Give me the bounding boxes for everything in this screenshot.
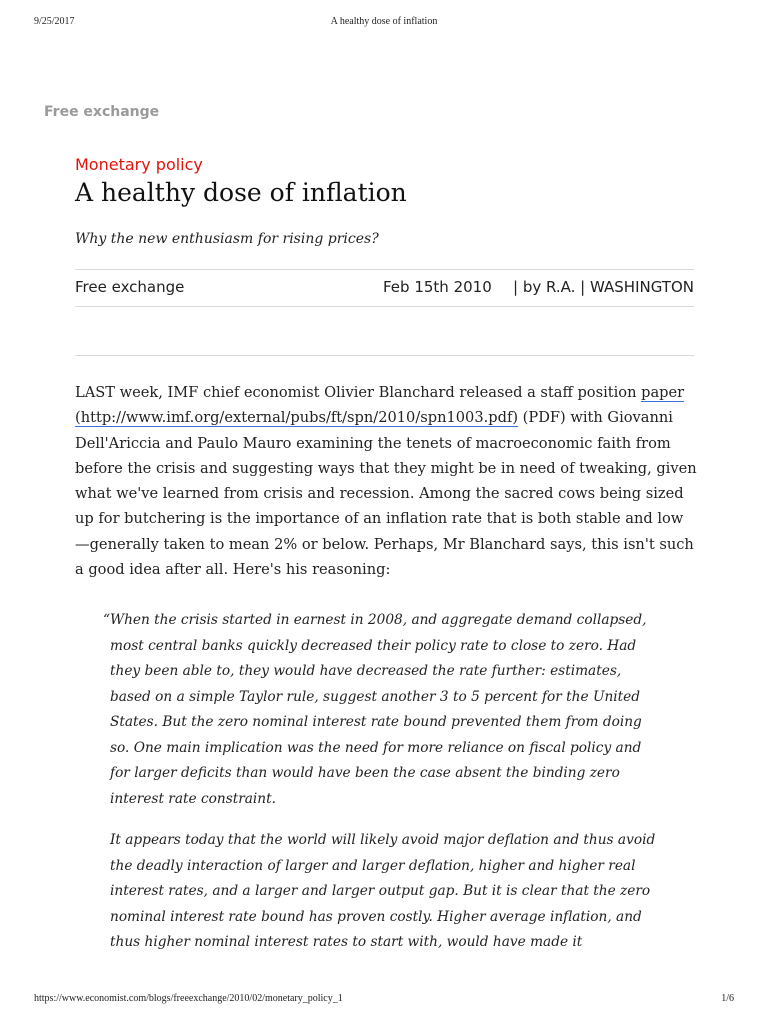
rubric: Why the new enthusiasm for rising prices? bbox=[75, 231, 379, 247]
byline: | by R.A. | WASHINGTON bbox=[513, 278, 694, 296]
paragraph-text: LAST week, IMF chief economist Olivier Blanchard released a staff position bbox=[75, 384, 642, 401]
headline: A healthy dose of inflation bbox=[75, 178, 407, 207]
print-title: A healthy dose of inflation bbox=[330, 16, 438, 27]
open-quote-mark: “ bbox=[103, 612, 110, 628]
publish-date: Feb 15th 2010 bbox=[383, 278, 492, 296]
print-url: https://www.economist.com/blogs/freeexchange/2010/02/monetary_policy_1 bbox=[34, 993, 343, 1004]
blog-name-link[interactable]: Free exchange bbox=[44, 104, 160, 120]
quote-text: When the crisis started in earnest in 2008, and aggregate demand collapsed, most central banks quickly decreased their policy rate to close to zero. Had they been able to, they would have decreased the rate further: estimates, based on a simple Taylor rule, suggest another 3 to 5 percent for the United States. But the zero nominal interest rate bound prevented them from doing so. One main implication was the need for more reliance on fiscal policy and for larger deficits than would have been the case absent the binding zero interest rate constraint. bbox=[110, 612, 647, 807]
quote-text: It appears today that the world will likely avoid major deflation and thus avoid the deadly interaction of larger and larger deflation, higher and higher real interest rates, and a larger and larger output gap. But it is clear that the zero nominal interest rate bound has proven costly. Higher average inflation, and thus higher nominal interest rates to start with, would have made it bbox=[110, 832, 656, 950]
print-footer bbox=[0, 993, 768, 1007]
blockquote-paragraph bbox=[110, 828, 665, 956]
article-paragraph bbox=[75, 380, 697, 582]
divider bbox=[75, 355, 694, 356]
article-meta bbox=[75, 269, 694, 307]
paragraph-text: (PDF) with Giovanni Dell'Ariccia and Paulo Mauro examining the tenets of macroeconomic faith from before the crisis and suggesting ways that they might be in need of tweaking, given what we've learned from crisis and recession. Among the sacred cows being sized up for butchering is the importance of an inflation rate that is both stable and low—generally taken to mean 2% or below. Perhaps, Mr Blanchard says, this isn't such a good idea after all. Here's his reasoning: bbox=[75, 409, 697, 579]
blockquote-paragraph bbox=[103, 608, 665, 812]
paper-link[interactable]: paper (http://www.imf.org/external/pubs/ft/spn/2010/spn1003.pdf) bbox=[75, 384, 685, 427]
print-header bbox=[0, 16, 768, 30]
page-number: 1/6 bbox=[721, 993, 734, 1004]
flytitle[interactable]: Monetary policy bbox=[75, 155, 203, 174]
section-link[interactable]: Free exchange bbox=[75, 278, 185, 296]
print-date: 9/25/2017 bbox=[34, 16, 75, 27]
